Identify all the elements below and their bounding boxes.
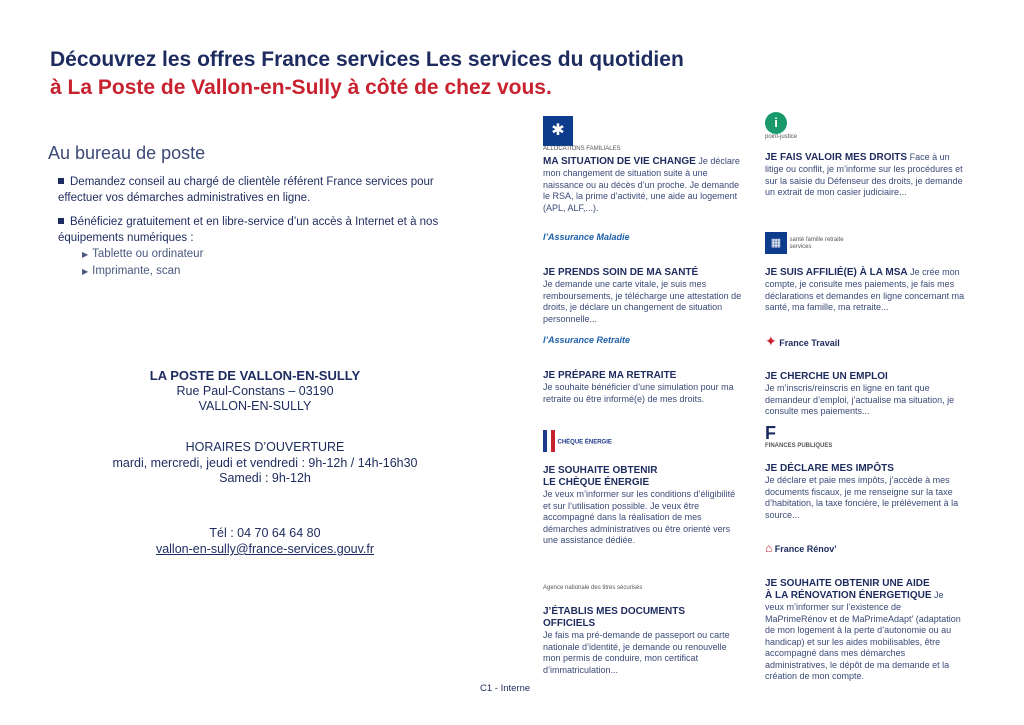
cheque-energie-logo-text: CHÈQUE ÉNERGIE xyxy=(557,439,612,446)
msa-logo-icon: ▦ xyxy=(765,232,787,254)
service-cheque-energie: CHÈQUE ÉNERGIE JE SOUHAITE OBTENIR LE CHÈQUE ÉNERGIE Je veux m’informer sur les conditions d’éligibilité et sur l’utilisation possible. Je veux être accompagné dans la réalisation de mes démarches administratives ou être orienté vers une assistance dédiée. xyxy=(543,430,743,547)
title-line-1: Découvrez les offres France services Les services du quotidien xyxy=(50,48,684,71)
contact-block xyxy=(100,525,430,557)
service-ants: Agence nationale des titres sécurisés J’ÉTABLIS MES DOCUMENTS OFFICIELS Je fais ma pré-demande de passeport ou carte nationale d’identité, je demande ou renouvelle mon permis de conduire, mon certificat d’immatriculation... xyxy=(543,585,743,676)
list-item: ▶ Tablette ou ordinateur xyxy=(82,248,204,260)
phone-number: Tél : 04 70 64 64 80 xyxy=(209,526,321,540)
classification-footer: C1 - Interne xyxy=(480,683,531,694)
page-title xyxy=(50,46,950,102)
france-travail-logo-text: France Travail xyxy=(779,337,840,348)
triangle-bullet-icon: ▶ xyxy=(82,267,89,276)
equipment-list xyxy=(82,246,203,280)
service-impots: F FINANCES PUBLIQUES JE DÉCLARE MES IMPÔTS Je déclare et paie mes impôts, j’accède à mes documents fiscaux, je me renseigne sur la taxe d’habitation, la taxe foncière, le prélèvement à la source... xyxy=(765,428,965,521)
assurance-maladie-logo-icon: l’Assurance Maladie xyxy=(543,232,630,242)
bullet-conseil: Demandez conseil au chargé de clientèle référent France services pour effectuer vos démarches administratives en ligne. xyxy=(58,176,434,204)
office-city: VALLON-EN-SULLY xyxy=(198,399,312,413)
bullet-equipements: Bénéficiez gratuitement et en libre-service d’un accès à Internet et à nos équipements numériques : xyxy=(58,216,439,244)
service-retraite: l’Assurance Retraite JE PRÉPARE MA RETRAITE Je souhaite bénéficier d’une simulation pour ma retraite ou être informé(e) de mes droits. xyxy=(543,335,734,404)
info-icon: i xyxy=(765,112,787,134)
bureau-heading: Au bureau de poste xyxy=(48,143,206,163)
france-travail-logo-icon: ✦ xyxy=(765,333,777,349)
service-msa: ▦ santé famille retraite services JE SUIS AFFILIÉ(E) À LA MSA Je crée mon compte, je consulte mes paiements, je fais mes déclarations et demandes en ligne concernant ma santé, ma famille, ma retraite... xyxy=(765,232,965,314)
hours-heading: HORAIRES D’OUVERTURE xyxy=(185,440,345,454)
ants-logo-text: Agence nationale des titres sécurisés xyxy=(543,585,643,591)
hours-saturday: Samedi : 9h-12h xyxy=(219,471,311,485)
title-line-2: à La Poste de Vallon-en-Sully à côté de chez vous. xyxy=(50,76,552,99)
assurance-retraite-logo-icon: l’Assurance Retraite xyxy=(543,335,631,345)
square-bullet-icon xyxy=(58,178,64,184)
post-office-address xyxy=(100,368,410,415)
office-street: Rue Paul-Constans – 03190 xyxy=(176,383,334,398)
service-caf: ✱ ALLOCATIONS FAMILIALES MA SITUATION DE VIE CHANGE Je déclare mon changement de situation suite à une naissance ou au décès d’un proche. Je demande le RSA, la prime d’activité, une aide au logement (APL, ALF,...). xyxy=(543,116,743,214)
email-link[interactable]: vallon-en-sully@france-services.gouv.fr xyxy=(155,542,375,556)
france-renov-logo-text: France Rénov’ xyxy=(774,543,837,554)
list-item: ▶ Imprimante, scan xyxy=(82,265,181,277)
service-france-renov: ⌂ France Rénov’ JE SOUHAITE OBTENIR UNE AIDE À LA RÉNOVATION ÉNERGETIQUE Je veux m’informer sur l’existence de MaPrimeRénov et de MaPrimeAdapt’ (adaptation de mon logement à la perte d’autonomie ou au handicap) et sur les aides mobilisables, être accompagné dans mes démarches administratives, le dépôt de ma demande et la création de mon compte. xyxy=(765,541,961,681)
finances-publiques-logo-text: FINANCES PUBLIQUES xyxy=(765,442,833,449)
hours-weekdays: mardi, mercredi, jeudi et vendredi : 9h-12h / 14h-16h30 xyxy=(112,455,418,470)
bureau-bullets xyxy=(58,174,478,254)
office-name: LA POSTE DE VALLON-EN-SULLY xyxy=(149,368,361,383)
point-justice-logo-text: point-justice xyxy=(765,134,798,140)
finances-publiques-logo-icon: F xyxy=(765,423,776,443)
service-cpam: l’Assurance Maladie JE PRENDS SOIN DE MA SANTÉ Je demande une carte vitale, je suis mes remboursements, je télécharge une attestation de droits, je déclare un changement de situation personnelle... xyxy=(543,232,742,324)
msa-logo-text: santé famille retraite services xyxy=(789,236,844,250)
opening-hours xyxy=(100,440,430,487)
square-bullet-icon xyxy=(58,218,64,224)
caf-logo-text: ALLOCATIONS FAMILIALES xyxy=(543,146,621,152)
triangle-bullet-icon: ▶ xyxy=(82,250,89,259)
service-justice: i point-justice JE FAIS VALOIR MES DROITS Face à un litige ou conflit, je m’informe sur les procédures et sur la saisie du Défenseur des droits, je demande un extrait de mon casier judiciaire... xyxy=(765,112,965,199)
caf-logo-icon: ✱ xyxy=(543,116,573,146)
house-icon: ⌂ xyxy=(765,541,773,555)
service-france-travail: ✦ France Travail JE CHERCHE UN EMPLOI Je m’inscris/reinscris en ligne en tant que demandeur d’emploi, j’actualise ma situation, je consulte mes paiements... xyxy=(765,333,955,416)
